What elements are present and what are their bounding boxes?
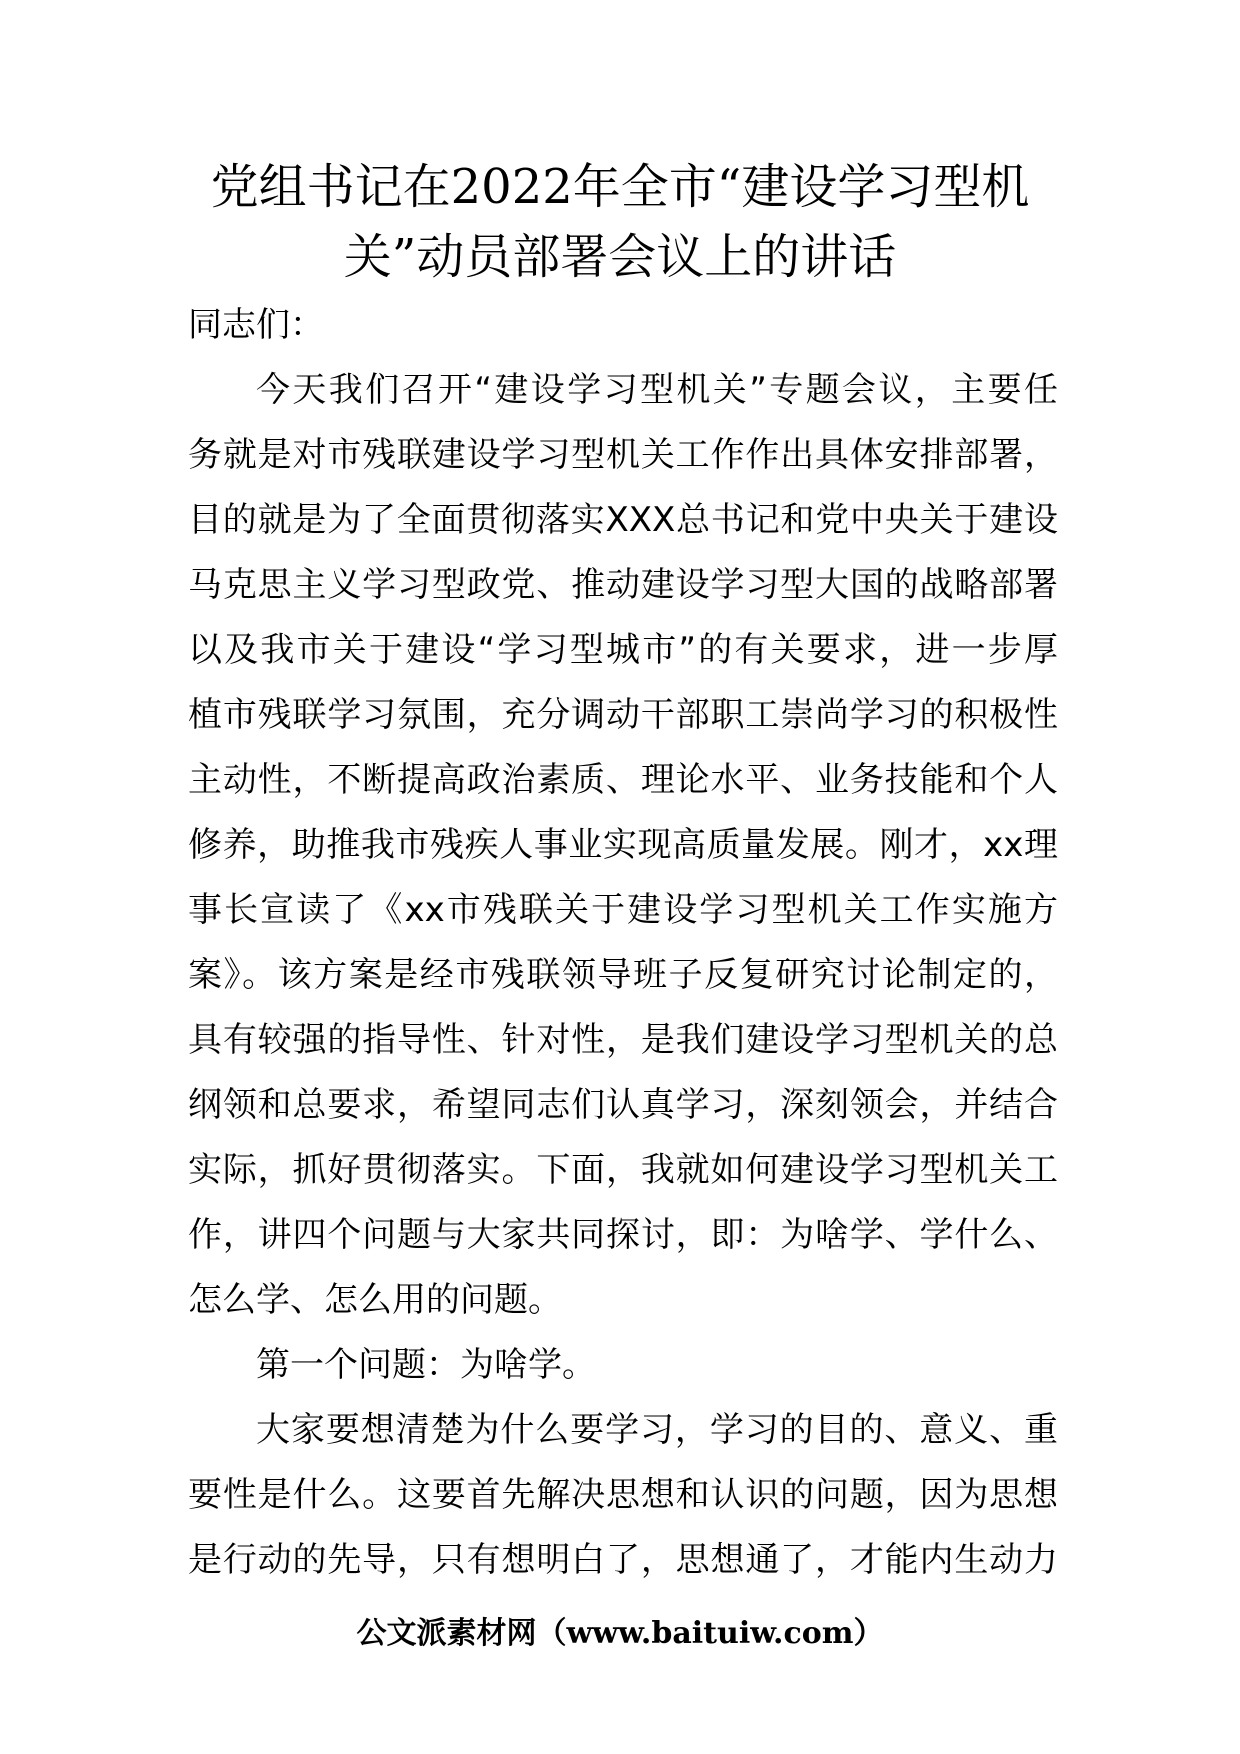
- paragraph-line: 修养，助推我市残疾人事业实现高质量发展。刚才，xx理: [188, 825, 1058, 865]
- paragraph-line: 务就是对市残联建设学习型机关工作作出具体安排部署，: [188, 435, 1058, 475]
- paragraph-line: 怎么学、怎么用的问题。: [188, 1280, 562, 1320]
- title-line: 关”动员部署会议上的讲话: [343, 229, 897, 285]
- footer-watermark: 公文派素材网（www.baituiw.com）: [356, 1616, 884, 1651]
- paragraph-line: 以及我市关于建设“学习型城市”的有关要求，进一步厚: [188, 630, 1058, 670]
- title-line: 党组书记在2022年全市“建设学习型机: [210, 159, 1030, 215]
- paragraph-line: 具有较强的指导性、针对性，是我们建设学习型机关的总: [188, 1020, 1058, 1060]
- paragraph-line: 要性是什么。这要首先解决思想和认识的问题，因为思想: [188, 1475, 1058, 1515]
- paragraph-line: 实际，抓好贯彻落实。下面，我就如何建设学习型机关工: [188, 1150, 1058, 1190]
- paragraph-line: 植市残联学习氛围，充分调动干部职工崇尚学习的积极性: [188, 695, 1058, 735]
- paragraph-line: 纲领和总要求，希望同志们认真学习，深刻领会，并结合: [188, 1085, 1058, 1125]
- document-title: [150, 152, 1090, 292]
- paragraph-line: 案》。该方案是经市残联领导班子反复研究讨论制定的，: [188, 955, 1058, 995]
- paragraph-line: 大家要想清楚为什么要学习，学习的目的、意义、重: [256, 1410, 1058, 1450]
- section-heading: 第一个问题：为啥学。: [256, 1345, 596, 1385]
- paragraph-line: 马克思主义学习型政党、推动建设学习型大国的战略部署: [188, 565, 1058, 605]
- paragraph-line: 今天我们召开“建设学习型机关”专题会议，主要任: [256, 370, 1058, 410]
- paragraph-line: 主动性，不断提高政治素质、理论水平、业务技能和个人: [188, 760, 1058, 800]
- paragraph-line: 作，讲四个问题与大家共同探讨，即：为啥学、学什么、: [188, 1215, 1058, 1255]
- salutation: 同志们：: [188, 305, 324, 345]
- document-body: [188, 293, 1058, 1593]
- paragraph-line: 目的就是为了全面贯彻落实XXX总书记和党中央关于建设: [188, 500, 1058, 540]
- paragraph-line: 是行动的先导，只有想明白了，思想通了，才能内生动力: [188, 1540, 1058, 1580]
- paragraph-line: 事长宣读了《xx市残联关于建设学习型机关工作实施方: [188, 890, 1058, 930]
